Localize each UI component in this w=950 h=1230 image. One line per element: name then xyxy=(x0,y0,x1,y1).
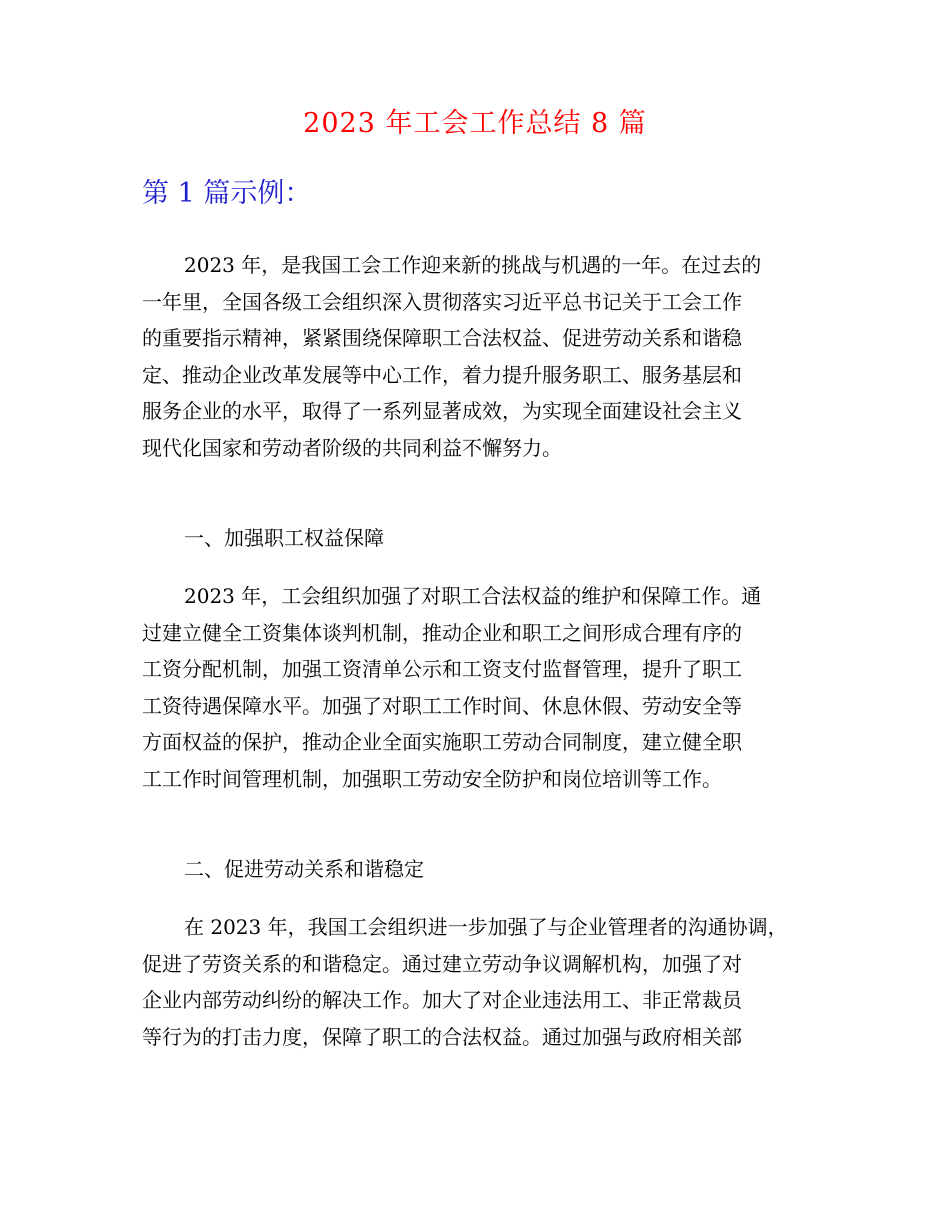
paragraph-line: 2023 年，工会组织加强了对职工合法权益的维护和保障工作。通 xyxy=(184,584,762,608)
paragraph-line: 方面权益的保护，推动企业全面实施职工劳动合同制度，建立健全职 xyxy=(142,730,742,755)
paragraph-line: 一年里，全国各级工会组织深入贯彻落实习近平总书记关于工会工作 xyxy=(142,289,742,314)
subheading-labor-relations: 二、促进劳动关系和谐稳定 xyxy=(184,857,424,881)
paragraph-line: 促进了劳资关系的和谐稳定。通过建立劳动争议调解机构，加强了对 xyxy=(142,951,742,976)
paragraph-line: 服务企业的水平，取得了一系列显著成效，为实现全面建设社会主义 xyxy=(142,399,742,424)
paragraph-line: 过建立健全工资集体谈判机制，推动企业和职工之间形成合理有序的 xyxy=(142,620,742,645)
paragraph-line: 等行为的打击力度，保障了职工的合法权益。通过加强与政府相关部 xyxy=(142,1024,742,1049)
paragraph-3 xyxy=(142,909,832,1055)
subheading-rights-protection: 一、加强职工权益保障 xyxy=(184,526,384,550)
paragraph-2 xyxy=(142,578,832,798)
paragraph-line: 工资分配机制，加强工资清单公示和工资支付监督管理，提升了职工 xyxy=(142,657,742,682)
paragraph-line: 2023 年，是我国工会工作迎来新的挑战与机遇的一年。在过去的 xyxy=(184,253,762,277)
paragraph-line: 的重要指示精神，紧紧围绕保障职工合法权益、促进劳动关系和谐稳 xyxy=(142,326,742,351)
paragraph-line: 企业内部劳动纠纷的解决工作。加大了对企业违法用工、非正常裁员 xyxy=(142,988,742,1013)
paragraph-line: 工工作时间管理机制，加强职工劳动安全防护和岗位培训等工作。 xyxy=(142,766,722,791)
paragraph-1 xyxy=(142,247,832,467)
paragraph-line: 在 2023 年，我国工会组织进一步加强了与企业管理者的沟通协调， xyxy=(184,915,788,939)
document-title: 2023 年工会工作总结 8 篇 xyxy=(303,108,647,139)
paragraph-line: 工资待遇保障水平。加强了对职工工作时间、休息休假、劳动安全等 xyxy=(142,693,742,718)
section-heading: 第 1 篇示例： xyxy=(142,178,312,209)
paragraph-line: 现代化国家和劳动者阶级的共同利益不懈努力。 xyxy=(142,435,562,460)
paragraph-line: 定、推动企业改革发展等中心工作，着力提升服务职工、服务基层和 xyxy=(142,362,742,387)
